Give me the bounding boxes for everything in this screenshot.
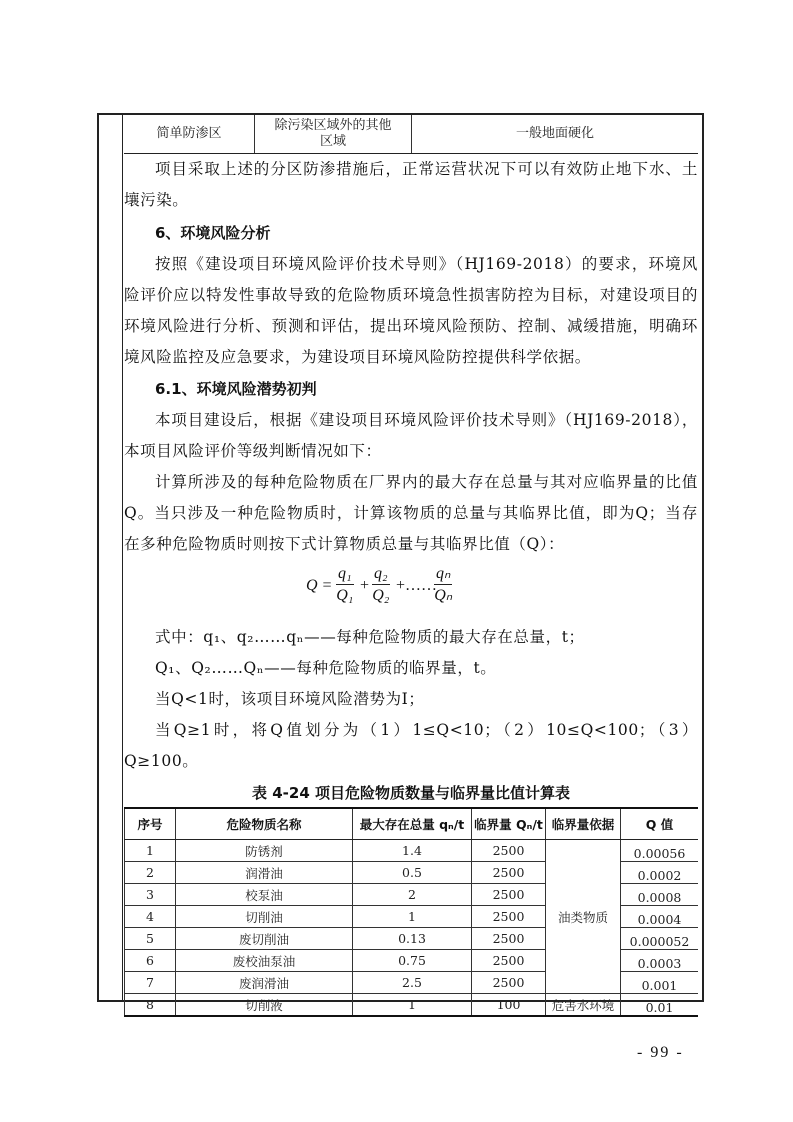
zone-table — [124, 115, 698, 154]
left-margin-column — [97, 113, 123, 1002]
cell-name: 废切削油 — [176, 928, 353, 950]
formula — [124, 560, 698, 622]
paragraph: 当Q≥1时，将Q值划分为（1）1≤Q<10；（2）10≤Q<100；（3）Q≥100。 — [124, 721, 698, 770]
cell-q: 0.0003 — [621, 950, 699, 972]
subsection-heading: 6.1、环境风险潜势初判 — [155, 380, 317, 398]
paragraph: 按照《建设项目环境风险评价技术导则》（HJ169-2018）的要求，环境风险评价应以特发性事故导致的危险物质环境急性损害防控为目标，对建设项目的环境风险进行分析、预测和评估，提出环境风险预防、控制、减缓措施，明确环境风险监控及应急要求，为建设项目环境风险防控提供科学依据。 — [124, 255, 698, 366]
paragraph: 式中：q₁、q₂……qₙ——每种危险物质的最大存在总量，t； — [155, 628, 585, 646]
paragraph: 当Q<1时，该项目环境风险潜势为I； — [155, 690, 425, 708]
cell-basis: 油类物质 — [546, 840, 621, 994]
cell-crit: 2500 — [472, 950, 546, 972]
formula-numerator: qₙ — [434, 564, 452, 585]
cell-crit: 2500 — [472, 840, 546, 862]
cell-crit: 2500 — [472, 906, 546, 928]
formula-numerator: q₁ — [336, 564, 354, 585]
cell-q: 0.0002 — [621, 862, 699, 884]
cell-no: 7 — [125, 972, 176, 994]
formula-term-n — [434, 564, 452, 607]
table-row — [125, 840, 699, 862]
hazard-table — [124, 807, 698, 1017]
header-basis: 临界量依据 — [546, 808, 621, 840]
formula-plus-ellipsis: +…… — [396, 577, 438, 594]
cell-no: 5 — [125, 928, 176, 950]
area-cell: 除污染区域外的其他区域 — [255, 115, 412, 154]
cell-max: 1.4 — [353, 840, 472, 862]
measure-cell: 一般地面硬化 — [412, 115, 699, 154]
cell-name: 润滑油 — [176, 862, 353, 884]
cell-max: 0.5 — [353, 862, 472, 884]
cell-name: 校泵油 — [176, 884, 353, 906]
cell-max: 2.5 — [353, 972, 472, 994]
formula-term-2 — [372, 564, 390, 607]
table-title: 表 4-24 项目危险物质数量与临界量比值计算表 — [252, 784, 570, 802]
cell-no: 2 — [125, 862, 176, 884]
table-row — [124, 115, 698, 154]
cell-no: 4 — [125, 906, 176, 928]
page-number: - 99 - — [637, 1044, 684, 1061]
cell-q: 0.0008 — [621, 884, 699, 906]
paragraph: 项目采取上述的分区防渗措施后，正常运营状况下可以有效防止地下水、土壤污染。 — [124, 160, 698, 209]
cell-no: 8 — [125, 994, 176, 1017]
formula-plus: + — [360, 577, 370, 594]
paragraph: Q₁、Q₂……Qₙ——每种危险物质的临界量，t。 — [155, 659, 497, 677]
cell-q: 0.001 — [621, 972, 699, 994]
zone-cell: 简单防渗区 — [124, 115, 255, 154]
cell-crit: 2500 — [472, 862, 546, 884]
formula-term-1 — [336, 564, 354, 607]
header-q: Q 值 — [621, 808, 699, 840]
section-heading: 6、环境风险分析 — [155, 224, 271, 242]
content-area — [124, 115, 698, 1017]
cell-basis: 危害水环境 — [546, 994, 621, 1017]
cell-max: 2 — [353, 884, 472, 906]
header-max: 最大存在总量 qₙ/t — [353, 808, 472, 840]
cell-q: 0.01 — [621, 994, 699, 1017]
cell-crit: 2500 — [472, 884, 546, 906]
cell-max: 1 — [353, 906, 472, 928]
cell-name: 切削液 — [176, 994, 353, 1017]
header-crit: 临界量 Qₙ/t — [472, 808, 546, 840]
formula-denominator: Qₙ — [434, 587, 453, 604]
cell-max: 0.75 — [353, 950, 472, 972]
cell-name: 防锈剂 — [176, 840, 353, 862]
cell-crit: 2500 — [472, 972, 546, 994]
formula-lhs: Q = — [306, 577, 333, 594]
cell-max: 0.13 — [353, 928, 472, 950]
cell-q: 0.000052 — [621, 928, 699, 950]
cell-no: 6 — [125, 950, 176, 972]
cell-max: 1 — [353, 994, 472, 1017]
paragraph: 本项目建设后，根据《建设项目环境风险评价技术导则》（HJ169-2018），本项目风险评价等级判断情况如下： — [124, 411, 698, 460]
header-no: 序号 — [125, 808, 176, 840]
cell-name: 废校油泵油 — [176, 950, 353, 972]
cell-no: 3 — [125, 884, 176, 906]
formula-denominator: Q₁ — [336, 587, 354, 604]
cell-crit: 2500 — [472, 928, 546, 950]
cell-q: 0.0004 — [621, 906, 699, 928]
cell-name: 切削油 — [176, 906, 353, 928]
table-header-row — [125, 808, 699, 840]
header-name: 危险物质名称 — [176, 808, 353, 840]
table-row — [125, 994, 699, 1017]
formula-denominator: Q₂ — [372, 587, 390, 604]
cell-no: 1 — [125, 840, 176, 862]
cell-name: 废润滑油 — [176, 972, 353, 994]
paragraph: 计算所涉及的每种危险物质在厂界内的最大存在总量与其对应临界量的比值Q。当只涉及一种危险物质时，计算该物质的总量与其临界比值，即为Q；当存在多种危险物质时则按下式计算物质总量与其临界比值（Q）： — [124, 473, 698, 553]
formula-numerator: q₂ — [372, 564, 390, 585]
cell-q: 0.00056 — [621, 840, 699, 862]
cell-crit: 100 — [472, 994, 546, 1017]
